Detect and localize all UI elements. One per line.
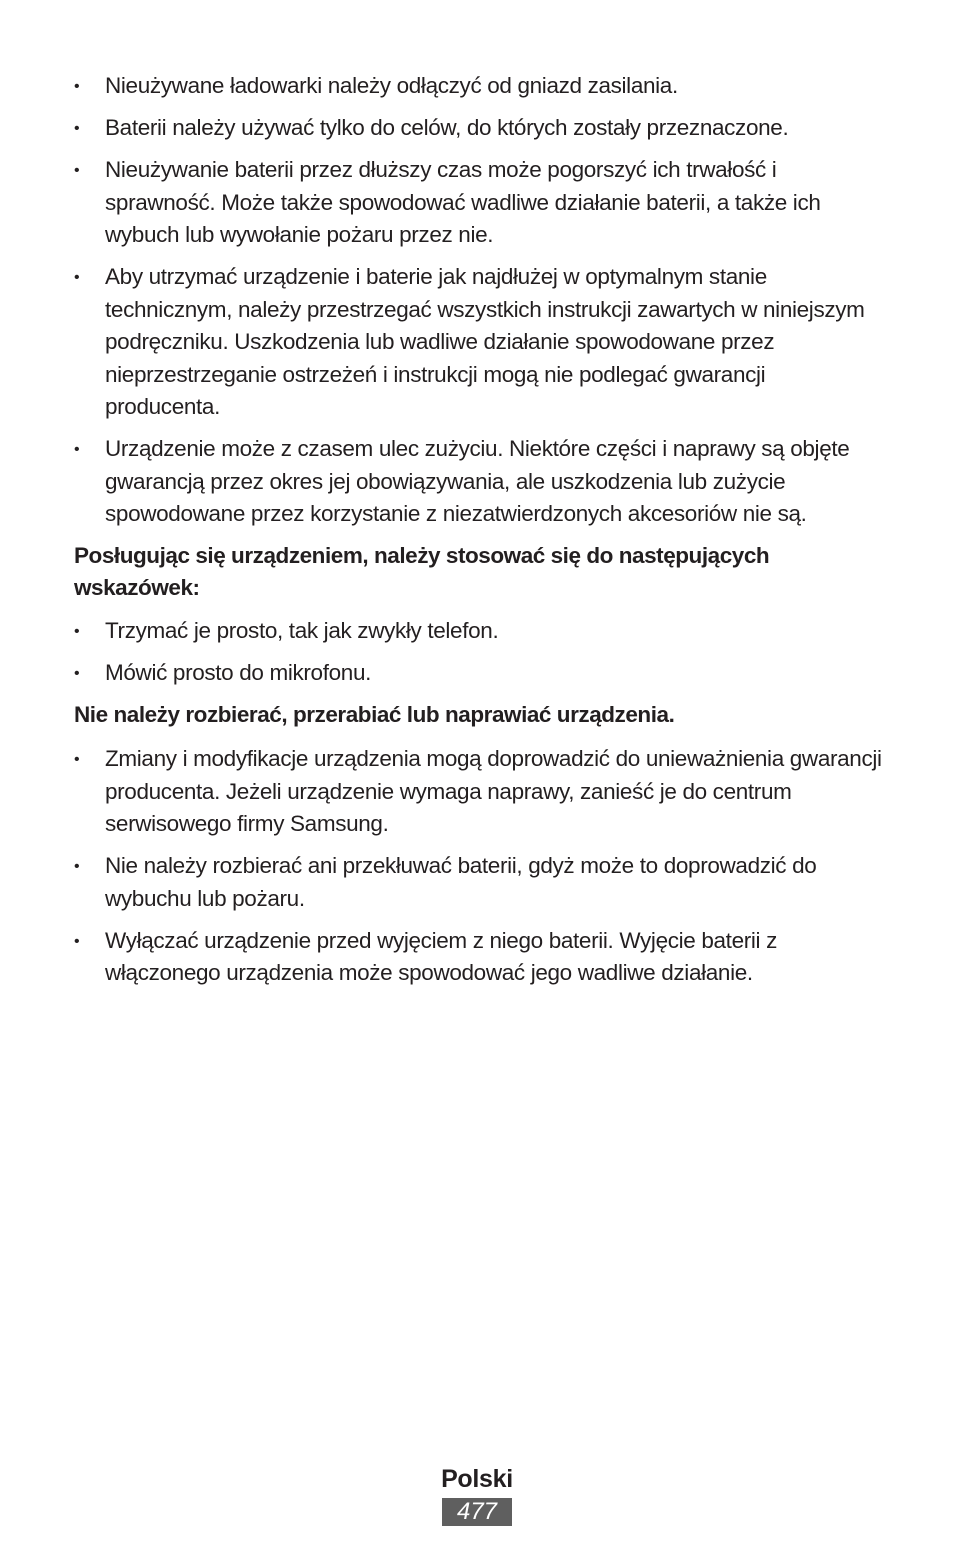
disassembly-list [74,743,884,990]
list-item-text: Nieużywanie baterii przez dłuższy czas może pogorszyć ich trwałość i sprawność. Może także spowodować wadliwe działanie baterii, a także ich wybuch lub wywołanie pożaru przez nie. [105,157,821,247]
list-item-text: Urządzenie może z czasem ulec zużyciu. Niektóre części i naprawy są objęte gwarancją przez okres jej obowiązywania, ale uszkodzenia lub zużycie spowodowane przez korzystanie z niezatwierdzonych akcesoriów nie są. [105,436,850,526]
bullet-icon: • [74,623,80,640]
list-item-text: Baterii należy używać tylko do celów, do których zostały przeznaczone. [105,115,789,140]
usage-list [74,615,884,690]
list-item-text: Trzymać je prosto, tak jak zwykły telefon. [105,618,499,643]
list-item [74,850,884,915]
bullet-icon: • [74,858,80,875]
list-item-text: Aby utrzymać urządzenie i baterie jak najdłużej w optymalnym stanie technicznym, należy przestrzegać wszystkich instrukcji zawartych w niniejszym podręczniku. Uszkodzenia lub wadliwe działanie spowodowane przez nieprzestrzeganie ostrzeżeń i instrukcji mogą nie podlegać gwarancji producenta. [105,264,865,419]
list-item [74,154,884,252]
bullet-icon: • [74,665,80,682]
bullet-icon: • [74,120,80,137]
bullet-icon: • [74,441,80,458]
list-item [74,925,884,990]
list-item-text: Mówić prosto do mikrofonu. [105,660,372,685]
bullet-icon: • [74,751,80,768]
list-item-text: Nieużywane ładowarki należy odłączyć od gniazd zasilania. [105,73,678,98]
page-number: 477 [442,1498,512,1526]
footer-language: Polski [441,1465,513,1493]
battery-list [74,70,884,531]
list-item [74,433,884,531]
list-item [74,112,884,145]
list-item [74,615,884,648]
list-item [74,261,884,424]
bullet-icon: • [74,269,80,286]
bullet-icon: • [74,932,80,950]
bullet-icon: • [74,78,80,95]
disassembly-heading: Nie należy rozbierać, przerabiać lub naprawiać urządzenia. [74,702,675,727]
list-item-text: Nie należy rozbierać ani przekłuwać baterii, gdyż może to doprowadzić do wybuchu lub pożaru. [105,853,817,911]
bullet-icon: • [74,162,80,179]
page-footer [0,1462,954,1526]
list-item-text: Zmiany i modyfikacje urządzenia mogą doprowadzić do unieważnienia gwarancji producenta. Jeżeli urządzenie wymaga naprawy, zanieść je do centrum serwisowego firmy Samsung. [105,746,882,836]
document-body [74,70,884,999]
usage-heading: Posługując się urządzeniem, należy stosować się do następujących wskazówek: [74,543,770,600]
list-item [74,657,884,690]
list-item [74,743,884,841]
list-item-text: Wyłączać urządzenie przed wyjęciem z niego baterii. Wyjęcie baterii z włączonego urządzenia może spowodować jego wadliwe działanie. [105,927,777,985]
list-item [74,70,884,103]
